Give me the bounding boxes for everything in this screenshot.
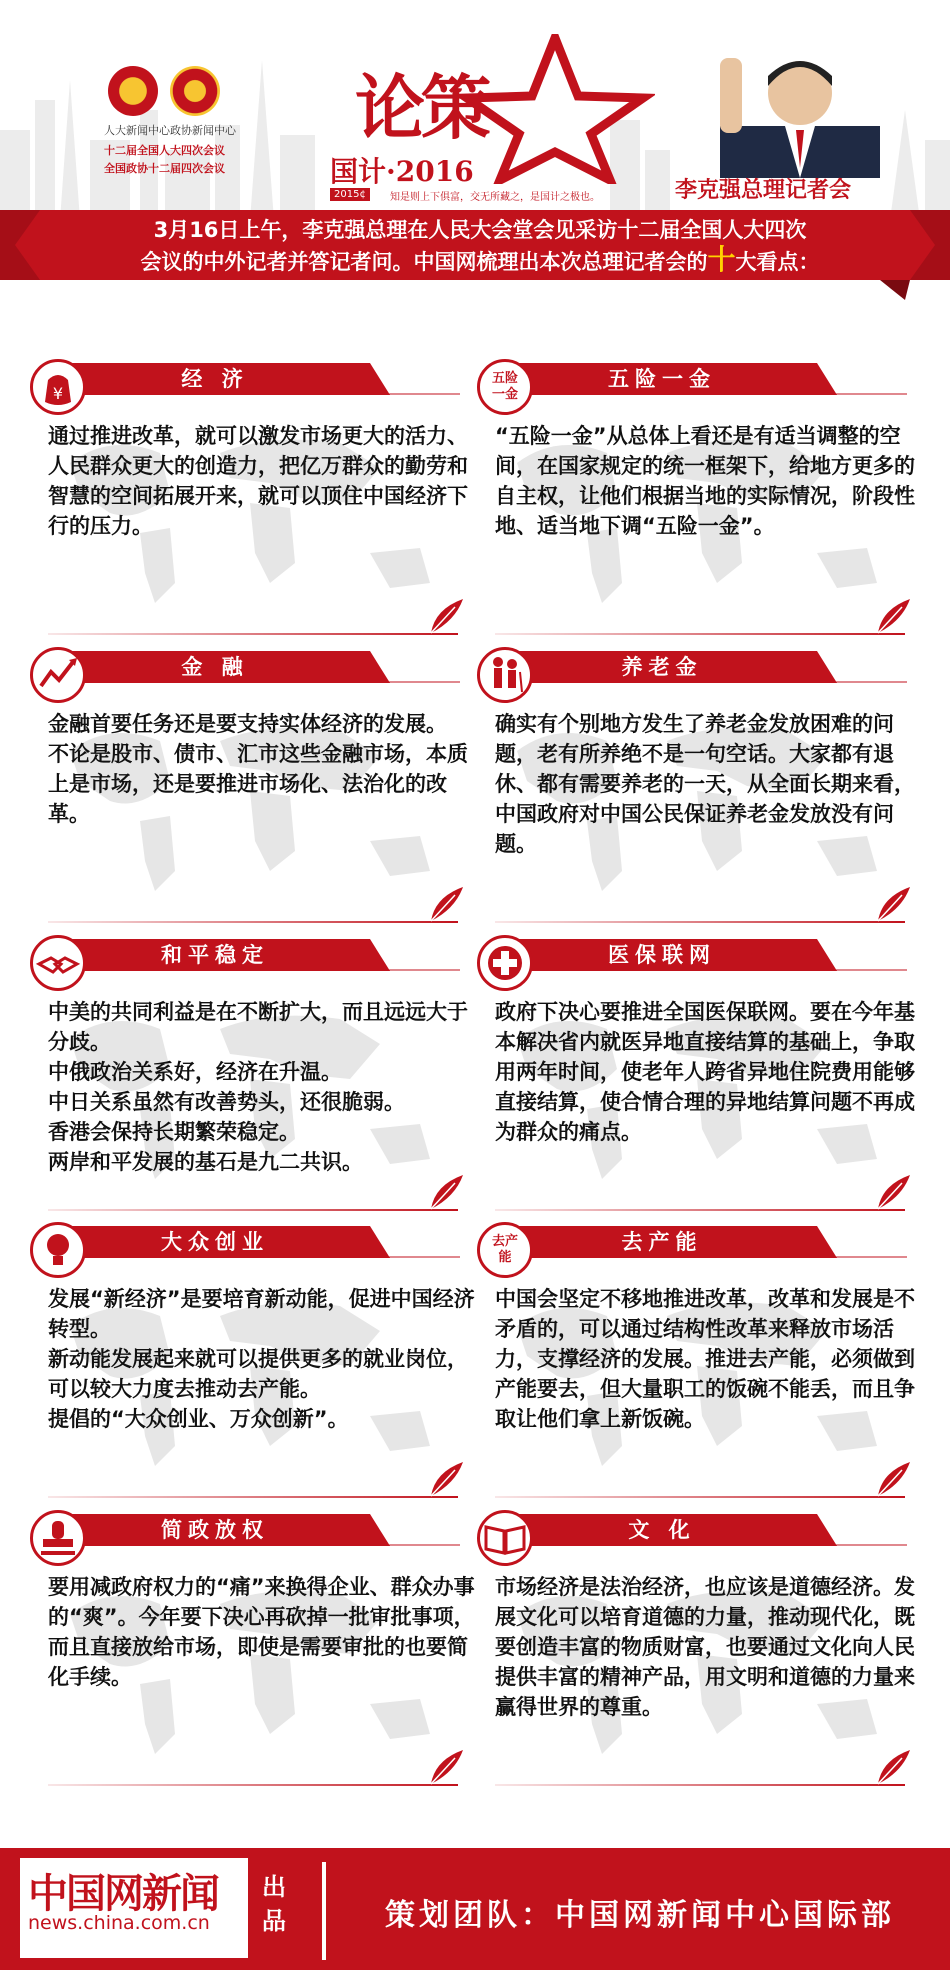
official-seal-icon [30, 1510, 86, 1566]
header [0, 0, 950, 300]
intro-ten-highlight: 十 [707, 243, 736, 276]
org-label-npc: 人大新闻中心 [104, 124, 170, 137]
intro-line-2 [80, 245, 880, 277]
icon-text: 去产能 [491, 1234, 518, 1265]
topic-card [30, 651, 475, 941]
topic-card [30, 1514, 475, 1804]
topic-body-text: 政府下决心要推进全国医保联网。要在今年基本解决省内就医异地直接结算的基础上，争取用两年时间，使老年人跨省异地住院费用能够直接结算，使合情合理的异地结算问题不再成为群众的痛点。 [495, 1000, 915, 1144]
footer-produced-label: 出品 [262, 1873, 286, 1935]
cppcc-emblem-icon [170, 66, 220, 116]
footer-team-credit: 策划团队：中国网新闻中心国际部 [385, 1898, 895, 1933]
topic-title: 五险一金 [608, 367, 716, 391]
icon-text: 五险一金 [491, 371, 518, 402]
svg-text:¥: ¥ [52, 384, 64, 403]
section-underline [48, 633, 458, 635]
national-emblem-icon [108, 66, 158, 116]
topic-body-text: 中国会坚定不移地推进改革，改革和发展是不矛盾的，可以通过结构性改革来释放市场活力，支撑经济的发展。推进去产能，必须做到产能要去，但大量职工的饭碗不能丢，而且争取让他们拿上新饭碗。 [495, 1287, 915, 1431]
topic-card [30, 939, 475, 1229]
topic-card [477, 363, 922, 653]
section-underline [495, 1209, 905, 1211]
section-underline [48, 1784, 458, 1786]
logo-year-badge: 2015¢ [330, 188, 370, 201]
feather-icon [425, 1458, 467, 1500]
feather-icon [425, 595, 467, 637]
feather-icon [872, 1458, 914, 1500]
intro-line-2-b: 大看点： [735, 250, 820, 274]
section-underline [48, 1496, 458, 1498]
topic-title: 简政放权 [161, 1518, 269, 1542]
section-underline [495, 1784, 905, 1786]
banner-title: 李克强总理记者会 [675, 178, 852, 203]
topic-title: 金 融 [181, 655, 249, 679]
topic-card [477, 939, 922, 1229]
feather-icon [872, 595, 914, 637]
money-bag-icon [30, 359, 86, 415]
feather-icon [872, 1171, 914, 1213]
topic-body-text: 要用减政府权力的“痛”来换得企业、群众办事的“爽”。今年要下决心再砍掉一批审批事项，而且直接放给市场，即使是需要审批的也要简化手续。 [48, 1575, 475, 1689]
topic-title: 和平稳定 [161, 943, 269, 967]
china-net-news-logo: 中国网新闻 [28, 1870, 218, 1917]
feather-icon [425, 1171, 467, 1213]
trend-chart-icon [30, 647, 86, 703]
topic-title: 文 化 [628, 1518, 696, 1542]
topic-card [30, 1226, 475, 1516]
intro-text [80, 216, 880, 277]
section-underline [48, 1209, 458, 1211]
topic-body-text: 市场经济是法治经济，也应该是道德经济。发展文化可以培育道德的力量，推动现代化，既要创造丰富的物质财富，也要通过文化向人民提供丰富的精神产品，用文明和道德的力量来赢得世界的尊重。 [495, 1575, 915, 1719]
meeting-label-npc: 十二届全国人大四次会议 [104, 144, 225, 157]
topic-body-text: 金融首要任务还是要支持实体经济的发展。 不论是股市、债市、汇市这些金融市场，本质上是市场，还是要推进市场化、法治化的改革。 [48, 712, 468, 826]
meeting-label-cppcc: 全国政协十二届四次会议 [104, 162, 225, 175]
section-underline [495, 633, 905, 635]
topic-title: 经 济 [181, 367, 249, 391]
logo-tagline: 知是则上下俱富，交无所藏之，是国计之极也。 [390, 192, 600, 203]
premier-portrait [700, 38, 900, 178]
topic-card [477, 1514, 922, 1804]
topic-body-text: 发展“新经济”是要培育新动能，促进中国经济转型。 新动能发展起来就可以提供更多的就业岗位，可以较大力度去推动去产能。 提倡的“大众创业、万众创新”。 [48, 1287, 475, 1431]
topic-title: 去产能 [621, 1230, 703, 1254]
medical-cross-icon [477, 935, 533, 991]
topic-body-text: 中美的共同利益是在不断扩大，而且远远大于分歧。 中俄政治关系好，经济在升温。 中日关系虽然有改善势头，还很脆弱。 香港会保持长期繁荣稳定。 两岸和平发展的基石是九二共识。 [48, 1000, 468, 1174]
open-book-icon [477, 1510, 533, 1566]
footer-url[interactable]: news.china.com.cn [28, 1912, 210, 1934]
section-underline [48, 921, 458, 923]
handshake-icon [30, 935, 86, 991]
section-underline [495, 921, 905, 923]
logo-title: 论策 [355, 66, 487, 149]
footer-divider [322, 1862, 326, 1960]
feather-icon [425, 1746, 467, 1788]
topic-title: 医保联网 [608, 943, 716, 967]
topic-card [30, 363, 475, 653]
lightbulb-icon [30, 1222, 86, 1278]
logo-subtitle: 国计·2016 [330, 155, 474, 188]
topic-body-text: 通过推进改革，就可以激发市场更大的活力、人民群众更大的创造力，把亿万群众的勤劳和智慧的空间拓展开来，就可以顶住中国经济下行的压力。 [48, 424, 468, 538]
section-underline [495, 1496, 905, 1498]
org-label-cppcc: 政协新闻中心 [170, 124, 236, 137]
topic-title: 大众创业 [161, 1230, 269, 1254]
topic-card [477, 1226, 922, 1516]
topic-body-text: “五险一金”从总体上看还是有适当调整的空间，在国家规定的统一框架下，给地方更多的自主权，让他们根据当地的实际情况，阶段性地、适当地下调“五险一金”。 [495, 424, 915, 538]
feather-icon [872, 883, 914, 925]
topic-body-text: 确实有个别地方发生了养老金发放困难的问题，老有所养绝不是一句空话。大家都有退休、都有需要养老的一天，从全面长期来看，中国政府对中国公民保证养老金发放没有问题。 [495, 712, 915, 856]
reduce-capacity-icon [477, 1222, 533, 1278]
feather-icon [425, 883, 467, 925]
feather-icon [872, 1746, 914, 1788]
elderly-couple-icon [477, 647, 533, 703]
intro-line-2-a: 会议的中外记者并答记者问。中国网梳理出本次总理记者会的 [140, 250, 708, 274]
five-insurance-icon [477, 359, 533, 415]
topic-title: 养老金 [621, 655, 703, 679]
intro-line-1: 3月16日上午，李克强总理在人民大会堂会见采访十二届全国人大四次 [153, 218, 807, 242]
topic-card [477, 651, 922, 941]
